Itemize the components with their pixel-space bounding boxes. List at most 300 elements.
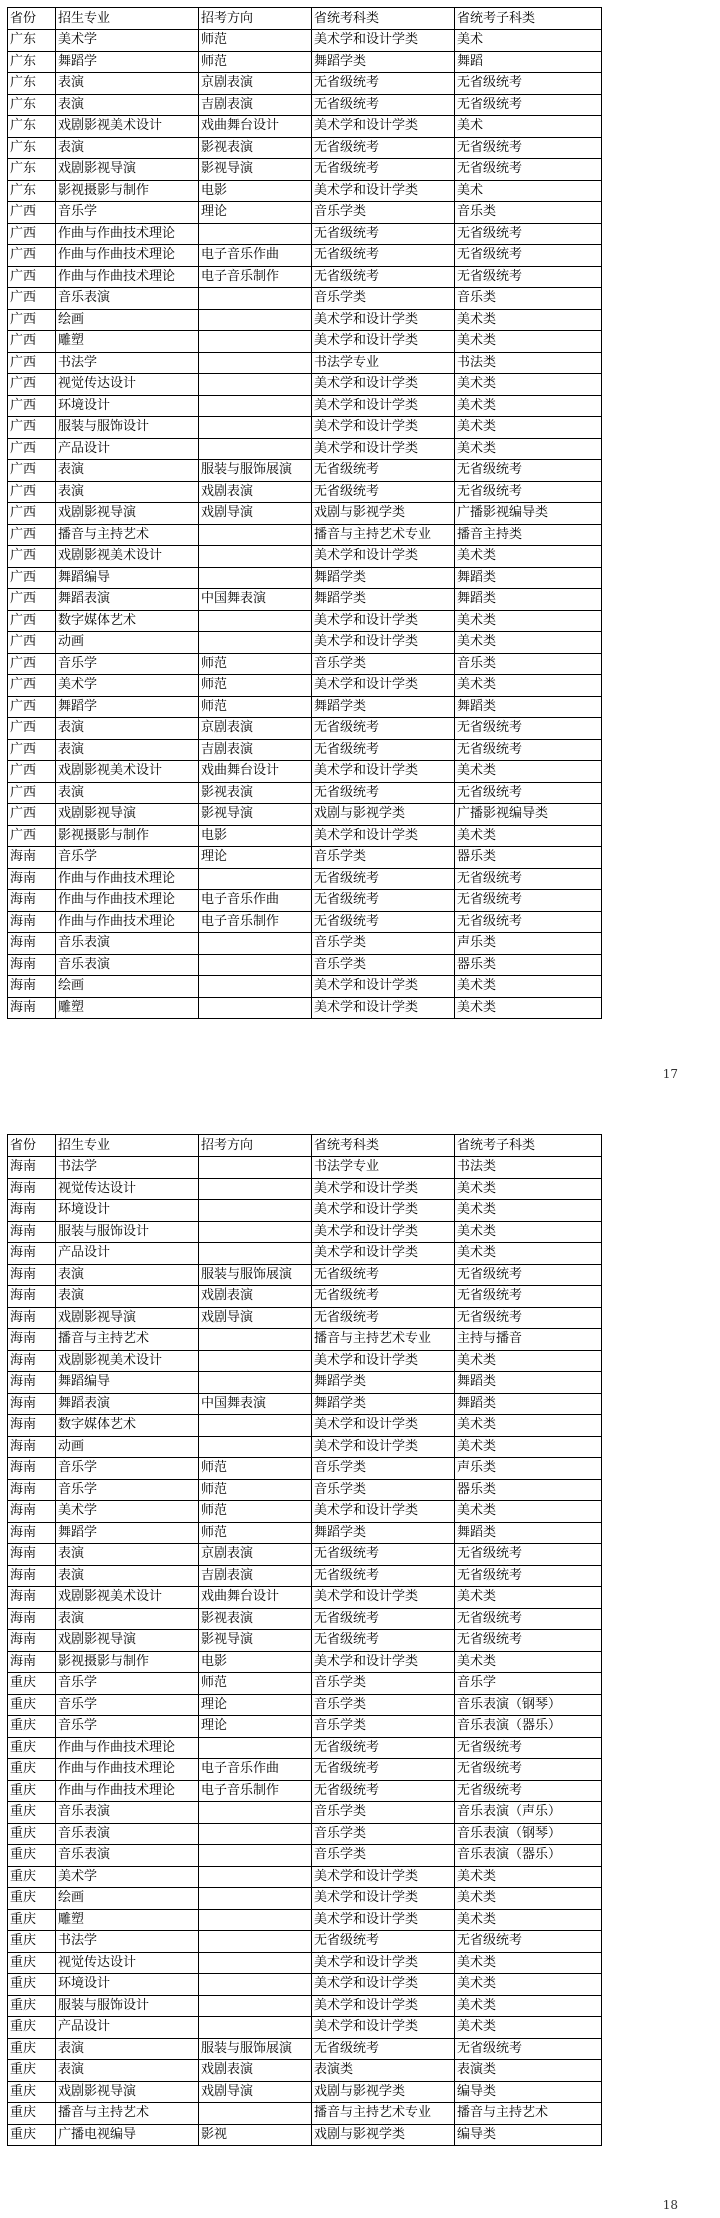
major-cell: 表演: [56, 460, 199, 482]
exam-subcategory-cell: 编导类: [455, 2081, 602, 2103]
direction-cell: 戏剧表演: [199, 1286, 312, 1308]
exam-subcategory-cell: 音乐表演（器乐）: [455, 1716, 602, 1738]
table-row: [8, 718, 602, 740]
province-cell: 重庆: [8, 1759, 56, 1781]
province-cell: 海南: [8, 976, 56, 998]
table-row: [8, 2038, 602, 2060]
major-cell: 戏剧影视导演: [56, 804, 199, 826]
major-cell: 音乐学: [56, 1479, 199, 1501]
exam-subcategory-cell: 美术类: [455, 976, 602, 998]
direction-cell: [199, 2017, 312, 2039]
exam-subcategory-cell: 舞蹈类: [455, 567, 602, 589]
table-row: [8, 1350, 602, 1372]
exam-subcategory-cell: 美术类: [455, 1178, 602, 1200]
direction-cell: [199, 352, 312, 374]
province-cell: 海南: [8, 997, 56, 1019]
major-cell: 影视摄影与制作: [56, 1651, 199, 1673]
direction-cell: 戏剧表演: [199, 481, 312, 503]
major-cell: 舞蹈学: [56, 51, 199, 73]
direction-cell: 戏剧表演: [199, 2060, 312, 2082]
exam-subcategory-cell: 美术类: [455, 417, 602, 439]
province-cell: 海南: [8, 1630, 56, 1652]
table-row: [8, 266, 602, 288]
exam-category-cell: 戏剧与影视学类: [312, 503, 455, 525]
exam-subcategory-cell: 播音与主持艺术: [455, 2103, 602, 2125]
exam-subcategory-cell: 音乐表演（钢琴）: [455, 1694, 602, 1716]
exam-category-cell: 无省级统考: [312, 460, 455, 482]
table-row: [8, 1178, 602, 1200]
major-cell: 服装与服饰设计: [56, 1221, 199, 1243]
direction-cell: 吉剧表演: [199, 739, 312, 761]
exam-category-cell: 书法学专业: [312, 352, 455, 374]
table-row: [8, 1565, 602, 1587]
major-cell: 戏剧影视美术设计: [56, 116, 199, 138]
major-cell: 美术学: [56, 30, 199, 52]
table-row: [8, 180, 602, 202]
exam-category-cell: 无省级统考: [312, 1307, 455, 1329]
province-cell: 重庆: [8, 1737, 56, 1759]
exam-subcategory-cell: 舞蹈类: [455, 1393, 602, 1415]
major-cell: 雕塑: [56, 997, 199, 1019]
exam-subcategory-cell: 无省级统考: [455, 1737, 602, 1759]
major-cell: 作曲与作曲技术理论: [56, 245, 199, 267]
table-row: [8, 1651, 602, 1673]
exam-category-cell: 表演类: [312, 2060, 455, 2082]
exam-subcategory-cell: 舞蹈: [455, 51, 602, 73]
exam-category-cell: 舞蹈学类: [312, 1393, 455, 1415]
exam-subcategory-cell: 无省级统考: [455, 159, 602, 181]
exam-category-cell: 播音与主持艺术专业: [312, 1329, 455, 1351]
province-cell: 海南: [8, 1544, 56, 1566]
direction-cell: 电子音乐制作: [199, 911, 312, 933]
direction-cell: [199, 288, 312, 310]
exam-subcategory-cell: 无省级统考: [455, 911, 602, 933]
major-cell: 表演: [56, 481, 199, 503]
major-cell: 表演: [56, 1608, 199, 1630]
direction-cell: 影视表演: [199, 137, 312, 159]
admissions-table: [7, 1134, 602, 2146]
exam-subcategory-cell: 无省级统考: [455, 266, 602, 288]
table-row: [8, 1157, 602, 1179]
province-cell: 广西: [8, 524, 56, 546]
direction-cell: 师范: [199, 1673, 312, 1695]
exam-category-cell: 音乐学类: [312, 1802, 455, 1824]
major-cell: 戏剧影视美术设计: [56, 761, 199, 783]
major-cell: 绘画: [56, 1888, 199, 1910]
province-cell: 重庆: [8, 2081, 56, 2103]
direction-cell: [199, 1995, 312, 2017]
exam-category-cell: 美术学和设计学类: [312, 1501, 455, 1523]
table-row: [8, 1221, 602, 1243]
exam-category-cell: 戏剧与影视学类: [312, 804, 455, 826]
header-major-cell: 招生专业: [56, 1135, 199, 1157]
exam-category-cell: 美术学和设计学类: [312, 116, 455, 138]
exam-category-cell: 音乐学类: [312, 1823, 455, 1845]
table-row: [8, 524, 602, 546]
header-major-cell: 招生专业: [56, 8, 199, 30]
table-row: [8, 481, 602, 503]
major-cell: 播音与主持艺术: [56, 524, 199, 546]
major-cell: 音乐学: [56, 202, 199, 224]
table-row: [8, 890, 602, 912]
exam-subcategory-cell: 无省级统考: [455, 1931, 602, 1953]
exam-subcategory-cell: 美术: [455, 116, 602, 138]
exam-category-cell: 美术学和设计学类: [312, 546, 455, 568]
table-row: [8, 352, 602, 374]
exam-subcategory-cell: 美术类: [455, 1888, 602, 1910]
province-cell: 海南: [8, 1565, 56, 1587]
direction-cell: [199, 1931, 312, 1953]
direction-cell: [199, 1350, 312, 1372]
major-cell: 作曲与作曲技术理论: [56, 223, 199, 245]
province-cell: 海南: [8, 1415, 56, 1437]
major-cell: 音乐学: [56, 1458, 199, 1480]
major-cell: 雕塑: [56, 331, 199, 353]
exam-category-cell: 无省级统考: [312, 1286, 455, 1308]
province-cell: 重庆: [8, 1845, 56, 1867]
exam-category-cell: 美术学和设计学类: [312, 1909, 455, 1931]
header-row: [8, 1135, 602, 1157]
exam-subcategory-cell: 音乐类: [455, 653, 602, 675]
table-row: [8, 1737, 602, 1759]
exam-subcategory-cell: 广播影视编导类: [455, 503, 602, 525]
exam-subcategory-cell: 无省级统考: [455, 223, 602, 245]
exam-subcategory-cell: 美术类: [455, 632, 602, 654]
province-cell: 海南: [8, 1243, 56, 1265]
exam-subcategory-cell: 无省级统考: [455, 94, 602, 116]
exam-subcategory-cell: 美术类: [455, 675, 602, 697]
province-cell: 广西: [8, 202, 56, 224]
province-cell: 重庆: [8, 1694, 56, 1716]
exam-category-cell: 无省级统考: [312, 481, 455, 503]
table-row: [8, 933, 602, 955]
exam-subcategory-cell: 无省级统考: [455, 460, 602, 482]
direction-cell: 师范: [199, 696, 312, 718]
province-cell: 广东: [8, 51, 56, 73]
direction-cell: 戏曲舞台设计: [199, 761, 312, 783]
province-cell: 广西: [8, 245, 56, 267]
direction-cell: [199, 524, 312, 546]
table-row: [8, 1200, 602, 1222]
exam-category-cell: 音乐学类: [312, 653, 455, 675]
exam-category-cell: 美术学和设计学类: [312, 1866, 455, 1888]
province-cell: 重庆: [8, 1952, 56, 1974]
direction-cell: 影视表演: [199, 1608, 312, 1630]
major-cell: 戏剧影视导演: [56, 1307, 199, 1329]
exam-category-cell: 书法学专业: [312, 1157, 455, 1179]
exam-category-cell: 音乐学类: [312, 202, 455, 224]
direction-cell: 电子音乐制作: [199, 266, 312, 288]
province-cell: 重庆: [8, 1888, 56, 1910]
exam-category-cell: 音乐学类: [312, 847, 455, 869]
exam-category-cell: 音乐学类: [312, 288, 455, 310]
direction-cell: [199, 395, 312, 417]
province-cell: 重庆: [8, 1802, 56, 1824]
table-row: [8, 94, 602, 116]
exam-category-cell: 美术学和设计学类: [312, 761, 455, 783]
major-cell: 戏剧影视美术设计: [56, 1587, 199, 1609]
province-cell: 重庆: [8, 1673, 56, 1695]
direction-cell: [199, 223, 312, 245]
province-cell: 海南: [8, 1157, 56, 1179]
exam-subcategory-cell: 器乐类: [455, 954, 602, 976]
province-cell: 广东: [8, 159, 56, 181]
exam-category-cell: 美术学和设计学类: [312, 1888, 455, 1910]
major-cell: 产品设计: [56, 1243, 199, 1265]
exam-subcategory-cell: 美术: [455, 30, 602, 52]
exam-category-cell: 无省级统考: [312, 1737, 455, 1759]
exam-category-cell: 音乐学类: [312, 1694, 455, 1716]
header-exam-category-cell: 省统考科类: [312, 8, 455, 30]
exam-subcategory-cell: 美术类: [455, 331, 602, 353]
direction-cell: 戏剧导演: [199, 2081, 312, 2103]
direction-cell: [199, 546, 312, 568]
direction-cell: 吉剧表演: [199, 94, 312, 116]
exam-subcategory-cell: 舞蹈类: [455, 696, 602, 718]
table-row: [8, 288, 602, 310]
exam-category-cell: 美术学和设计学类: [312, 1350, 455, 1372]
exam-category-cell: 无省级统考: [312, 1264, 455, 1286]
direction-cell: [199, 1157, 312, 1179]
page-number: 17: [662, 1067, 678, 1081]
major-cell: 音乐学: [56, 1673, 199, 1695]
exam-category-cell: 美术学和设计学类: [312, 331, 455, 353]
direction-cell: [199, 632, 312, 654]
table-row: [8, 696, 602, 718]
table-row: [8, 632, 602, 654]
direction-cell: [199, 1845, 312, 1867]
exam-category-cell: 美术学和设计学类: [312, 1974, 455, 1996]
exam-category-cell: 无省级统考: [312, 159, 455, 181]
table-row: [8, 331, 602, 353]
major-cell: 戏剧影视导演: [56, 159, 199, 181]
province-cell: 海南: [8, 1501, 56, 1523]
exam-subcategory-cell: 无省级统考: [455, 245, 602, 267]
major-cell: 数字媒体艺术: [56, 610, 199, 632]
exam-subcategory-cell: 表演类: [455, 2060, 602, 2082]
major-cell: 播音与主持艺术: [56, 1329, 199, 1351]
table-row: [8, 1501, 602, 1523]
direction-cell: [199, 1974, 312, 1996]
province-cell: 广西: [8, 825, 56, 847]
province-cell: 广西: [8, 761, 56, 783]
exam-subcategory-cell: 音乐表演（声乐）: [455, 1802, 602, 1824]
table-row: [8, 1974, 602, 1996]
major-cell: 舞蹈编导: [56, 567, 199, 589]
exam-category-cell: 音乐学类: [312, 1479, 455, 1501]
exam-subcategory-cell: 书法类: [455, 352, 602, 374]
header-direction-cell: 招考方向: [199, 1135, 312, 1157]
exam-category-cell: 无省级统考: [312, 911, 455, 933]
exam-subcategory-cell: 美术类: [455, 1221, 602, 1243]
major-cell: 音乐表演: [56, 288, 199, 310]
province-cell: 广西: [8, 352, 56, 374]
exam-subcategory-cell: 美术类: [455, 1200, 602, 1222]
province-cell: 广西: [8, 589, 56, 611]
exam-category-cell: 播音与主持艺术专业: [312, 524, 455, 546]
major-cell: 戏剧影视导演: [56, 503, 199, 525]
direction-cell: 电子音乐制作: [199, 1780, 312, 1802]
page-number: 18: [662, 2198, 678, 2212]
table-row: [8, 610, 602, 632]
table-row: [8, 1759, 602, 1781]
major-cell: 产品设计: [56, 438, 199, 460]
direction-cell: [199, 1737, 312, 1759]
exam-category-cell: 戏剧与影视学类: [312, 2081, 455, 2103]
exam-category-cell: 美术学和设计学类: [312, 374, 455, 396]
province-cell: 海南: [8, 1329, 56, 1351]
exam-category-cell: 播音与主持艺术专业: [312, 2103, 455, 2125]
table-row: [8, 1436, 602, 1458]
exam-category-cell: 无省级统考: [312, 137, 455, 159]
exam-category-cell: 无省级统考: [312, 739, 455, 761]
major-cell: 书法学: [56, 1157, 199, 1179]
exam-category-cell: 美术学和设计学类: [312, 309, 455, 331]
exam-subcategory-cell: 美术类: [455, 1587, 602, 1609]
exam-subcategory-cell: 美术类: [455, 1995, 602, 2017]
major-cell: 书法学: [56, 1931, 199, 1953]
direction-cell: 服装与服饰展演: [199, 2038, 312, 2060]
major-cell: 舞蹈学: [56, 696, 199, 718]
table-row: [8, 2081, 602, 2103]
exam-category-cell: 无省级统考: [312, 1931, 455, 1953]
table-row: [8, 1780, 602, 1802]
province-cell: 海南: [8, 847, 56, 869]
exam-subcategory-cell: 音乐表演（钢琴）: [455, 1823, 602, 1845]
direction-cell: 理论: [199, 1716, 312, 1738]
exam-subcategory-cell: 舞蹈类: [455, 1372, 602, 1394]
major-cell: 表演: [56, 1264, 199, 1286]
exam-category-cell: 无省级统考: [312, 266, 455, 288]
major-cell: 表演: [56, 718, 199, 740]
admissions-table: [7, 7, 602, 1019]
exam-category-cell: 无省级统考: [312, 1630, 455, 1652]
major-cell: 视觉传达设计: [56, 1178, 199, 1200]
exam-category-cell: 戏剧与影视学类: [312, 2124, 455, 2146]
direction-cell: 京剧表演: [199, 73, 312, 95]
direction-cell: [199, 1909, 312, 1931]
direction-cell: 师范: [199, 1501, 312, 1523]
direction-cell: 戏剧导演: [199, 503, 312, 525]
direction-cell: [199, 1415, 312, 1437]
table-row: [8, 1931, 602, 1953]
major-cell: 舞蹈表演: [56, 589, 199, 611]
table-row: [8, 1415, 602, 1437]
major-cell: 视觉传达设计: [56, 1952, 199, 1974]
table-row: [8, 30, 602, 52]
table-row: [8, 374, 602, 396]
major-cell: 音乐表演: [56, 1845, 199, 1867]
province-cell: 海南: [8, 1307, 56, 1329]
table-row: [8, 653, 602, 675]
province-cell: 海南: [8, 1436, 56, 1458]
province-cell: 广西: [8, 632, 56, 654]
major-cell: 服装与服饰设计: [56, 1995, 199, 2017]
exam-category-cell: 无省级统考: [312, 73, 455, 95]
direction-cell: 中国舞表演: [199, 589, 312, 611]
table-row: [8, 589, 602, 611]
province-cell: 广西: [8, 223, 56, 245]
direction-cell: 影视表演: [199, 782, 312, 804]
table-row: [8, 309, 602, 331]
exam-subcategory-cell: 无省级统考: [455, 718, 602, 740]
exam-subcategory-cell: 无省级统考: [455, 1264, 602, 1286]
direction-cell: [199, 2103, 312, 2125]
table-row: [8, 159, 602, 181]
province-cell: 广西: [8, 718, 56, 740]
major-cell: 动画: [56, 1436, 199, 1458]
direction-cell: [199, 610, 312, 632]
province-cell: 重庆: [8, 1716, 56, 1738]
exam-category-cell: 美术学和设计学类: [312, 1587, 455, 1609]
province-cell: 重庆: [8, 2060, 56, 2082]
exam-category-cell: 美术学和设计学类: [312, 675, 455, 697]
table-row: [8, 460, 602, 482]
major-cell: 书法学: [56, 352, 199, 374]
major-cell: 舞蹈编导: [56, 1372, 199, 1394]
province-cell: 重庆: [8, 2103, 56, 2125]
exam-subcategory-cell: 无省级统考: [455, 481, 602, 503]
header-row: [8, 8, 602, 30]
header-province-cell: 省份: [8, 1135, 56, 1157]
province-cell: 海南: [8, 1651, 56, 1673]
table-row: [8, 546, 602, 568]
exam-subcategory-cell: 美术类: [455, 610, 602, 632]
direction-cell: 师范: [199, 1522, 312, 1544]
direction-cell: 电影: [199, 180, 312, 202]
province-cell: 广西: [8, 739, 56, 761]
table-row: [8, 503, 602, 525]
exam-subcategory-cell: 美术类: [455, 825, 602, 847]
major-cell: 音乐表演: [56, 954, 199, 976]
province-cell: 广西: [8, 417, 56, 439]
table-row: [8, 223, 602, 245]
province-cell: 海南: [8, 1221, 56, 1243]
table-row: [8, 395, 602, 417]
exam-subcategory-cell: 器乐类: [455, 847, 602, 869]
exam-subcategory-cell: 音乐类: [455, 202, 602, 224]
direction-cell: [199, 567, 312, 589]
major-cell: 表演: [56, 1544, 199, 1566]
exam-subcategory-cell: 美术类: [455, 2017, 602, 2039]
exam-category-cell: 美术学和设计学类: [312, 610, 455, 632]
province-cell: 重庆: [8, 2038, 56, 2060]
exam-category-cell: 美术学和设计学类: [312, 30, 455, 52]
table-row: [8, 911, 602, 933]
table-row: [8, 1393, 602, 1415]
major-cell: 音乐表演: [56, 1823, 199, 1845]
table-row: [8, 675, 602, 697]
exam-category-cell: 无省级统考: [312, 1565, 455, 1587]
direction-cell: 服装与服饰展演: [199, 460, 312, 482]
exam-category-cell: 无省级统考: [312, 245, 455, 267]
exam-category-cell: 音乐学类: [312, 1458, 455, 1480]
exam-subcategory-cell: 无省级统考: [455, 1630, 602, 1652]
exam-category-cell: 无省级统考: [312, 94, 455, 116]
exam-category-cell: 美术学和设计学类: [312, 997, 455, 1019]
direction-cell: 服装与服饰展演: [199, 1264, 312, 1286]
exam-category-cell: 美术学和设计学类: [312, 1952, 455, 1974]
table-row: [8, 997, 602, 1019]
header-province-cell: 省份: [8, 8, 56, 30]
province-cell: 广西: [8, 696, 56, 718]
major-cell: 作曲与作曲技术理论: [56, 868, 199, 890]
major-cell: 表演: [56, 782, 199, 804]
province-cell: 重庆: [8, 1780, 56, 1802]
table-row: [8, 1587, 602, 1609]
province-cell: 广东: [8, 30, 56, 52]
exam-category-cell: 舞蹈学类: [312, 1522, 455, 1544]
